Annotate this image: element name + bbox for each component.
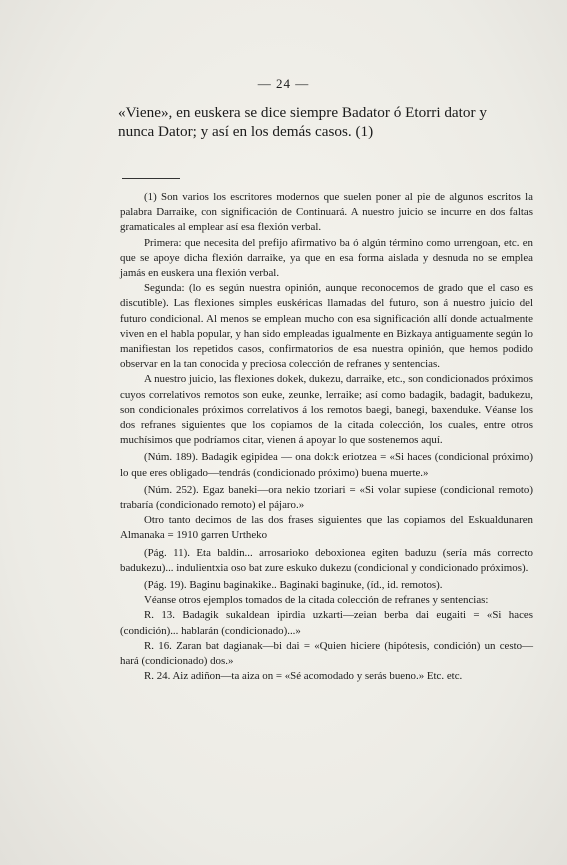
main-line-2: nunca Dator; y así en los demás casos. (1) (118, 123, 374, 140)
footnote-paragraph-2: Primera: que necesita del prefijo afirmativo ba ó algún término como urrengoan, etc. en que se apoye dicha flexión darraike, ya que en esa forma aislada y desnuda no se emplea jamás en euskera una flexión verbal. (120, 236, 533, 280)
footnote-example-252: (Núm. 252). Egaz baneki—ora nekio tzoriari = «Si volar supiese (condicional remoto) trabaría (condicionado remoto) el pájaro.» (120, 483, 533, 512)
footnote-paragraph-intro-refranes: Véanse otros ejemplos tomados de la citada colección de refranes y sentencias: (144, 594, 489, 607)
footnote-paragraph-1: (1) Son varios los escritores modernos que suelen poner al pie de algunos escritos la palabra Darraike, con significación de Continuará. A nuestro juicio se incurre en dos faltas gramaticales al emplear así esa flexión verbal. (120, 191, 533, 234)
footnotes-section (120, 190, 533, 685)
main-paragraph (118, 103, 532, 141)
footnote-example-pag-11: (Pág. 11). Eta baldin... arrosarioko deboxionea egiten baduzu (sería más correcto badukezu)... indulientxia oso bat zure eskuko dukezu (condicional y condicionado próximos). (120, 546, 533, 574)
footnote-paragraph-4: A nuestro juicio, las flexiones dokek, dukezu, darraike, etc., son condicionados próximos cuyos correlativos remotos son euke, zeunke, lerraike; así como badagik, badagit, badukezu, son condicionales próximos correlativos á los remotos baegi, banegi, baxenduke. Véanse los dos refranes siguientes que los copiamos de la citada colección, los cuales, entre otros muchísimos que podríamos citar, vienen á apoyar lo que sostenemos aquí. (120, 373, 533, 447)
footnote-example-189: (Núm. 189). Badagik egipidea — ona dok:k eriotzea = «Si haces (condicional próximo) lo que eres obligado—tendrás (condicionado próximo) buena muerte.» (120, 451, 533, 479)
footnote-divider (122, 178, 180, 179)
footnote-paragraph-3: Segunda: (lo es según nuestra opinión, aunque reconocemos de grado que el caso es discutible). Las flexiones simples euskéricas llamadas del futuro, son á nuestro juicio del futuro condicional. Al menos se emplean mucho con esa significación allí donde actualmente viven en el habla popular, y han sido empleadas igualmente en Bizkaya antiguamente según lo manifiestan los repetidos casos, confirmatorios de esa nuestra opinión, que hemos podido observar en la tan conocida y preciosa colección de refranes y sentencias. (120, 282, 533, 371)
footnote-paragraph-almanaka: Otro tanto decimos de las dos frases siguientes que las copiamos del Eskualdunaren Almanaka = 1910 garren Urtheko (120, 514, 533, 542)
footnote-example-pag-19: (Pág. 19). Baginu baginakike.. Baginaki baginuke, (íd., id. remotos). (144, 579, 443, 592)
footnote-refran-13: R. 13. Badagik sukaldean ipirdia uzkarti—zeian berba dai eugaiti = «Si haces (condición)... hablarán (condicionado)...» (120, 609, 533, 637)
page-number: — 24 — (257, 76, 310, 91)
footnote-refran-16: R. 16. Zaran bat dagianak—bi dai = «Quien hiciere (hipótesis, condición) un cesto—hará (condicionado) dos.» (120, 639, 533, 668)
main-line-1: «Viene», en euskera se dice siempre Badator ó Etorri dator y (118, 104, 487, 121)
footnote-refran-24: R. 24. Aiz adiñon—ta aiza on = «Sé acomodado y serás bueno.» Etc. etc. (144, 670, 463, 683)
